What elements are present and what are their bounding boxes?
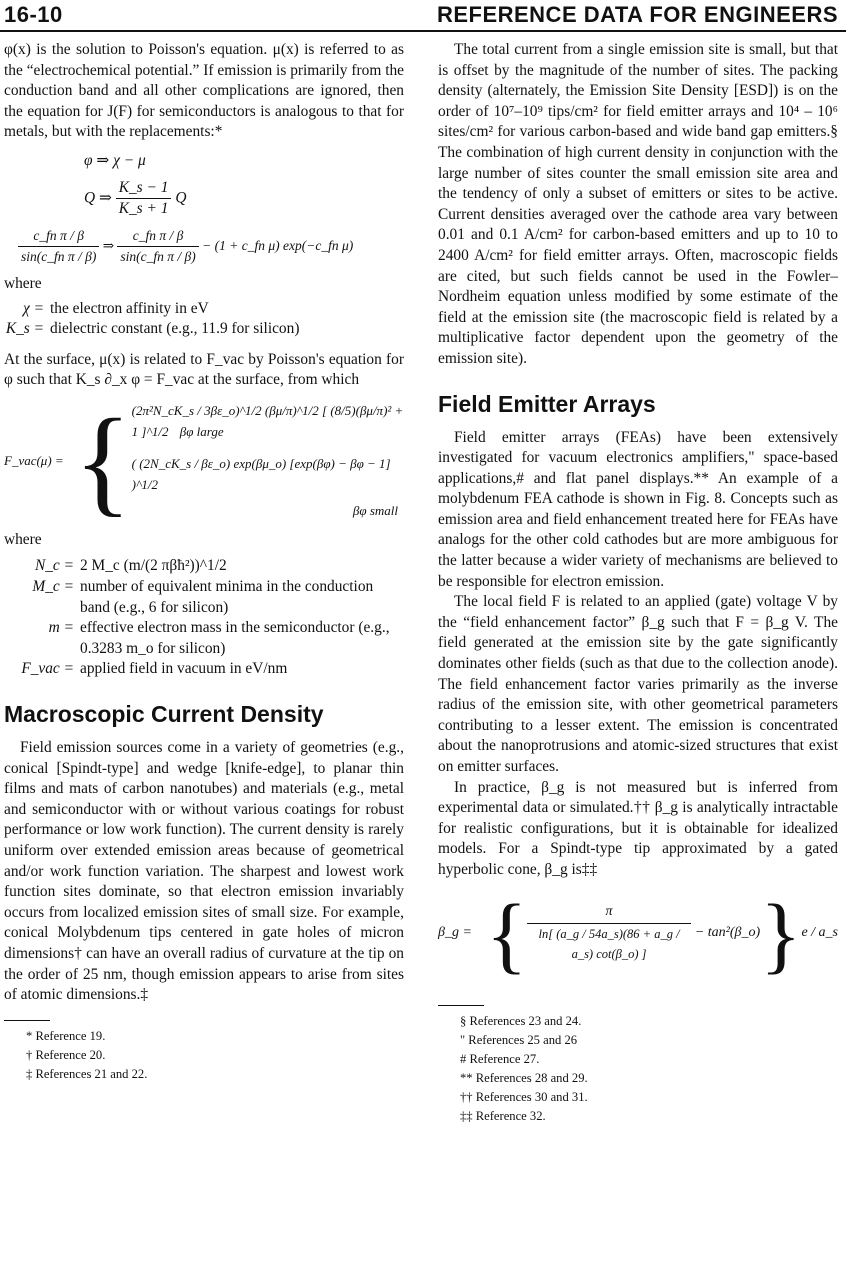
eq-fvac-top: (2π²N_cK_s / 3βε_o)^1/2 (βμ/π)^1/2 [ (8/5)(βμ/π)² + 1 ]^1/2 [131, 402, 404, 439]
eq-q-lhs: Q ⇒ [84, 189, 112, 207]
definition-text: the electron affinity in eV [50, 299, 209, 317]
eq-beta-tail: − tan²(β_o) [694, 925, 761, 941]
eq-cfn-rhs-den: sin(c_fn π / β) [120, 249, 196, 265]
definition-text: number of equivalent minima in the conduction band (e.g., 6 for silicon) [80, 578, 374, 616]
paragraph: The local field F is related to an applied (gate) voltage V by the “field enhancement factor” β_g such that F = β_g V. The field generated at the emission site by the gate significantly dominates other fields (such as that due to the collection anode). The field enhancement factor varies primarily as the inverse radius of the emission site, with other geometrical parameters contributing to a lesser extent. The emission is concentrated about the nanoprotrusions and atomic-sized structures that exist on emitter surfaces. [438, 593, 838, 775]
eq-fvac-top-note: βφ large [179, 423, 224, 439]
definition-row [4, 556, 404, 577]
footnote: ‡ References 21 and 22. [26, 1066, 148, 1081]
eq-cfn-lhs-den: sin(c_fn π / β) [21, 249, 97, 265]
eq-beta-lhs: β_g = [438, 925, 472, 941]
definition-row [4, 577, 404, 618]
right-column [438, 40, 838, 1126]
running-head: REFERENCE DATA FOR ENGINEERS [436, 2, 838, 27]
paragraph: φ(x) is the solution to Poisson's equation. μ(x) is referred to as the “electrochemical potential.” If emission is primarily from the conduction band and all other complications are ignored, then the equation for J(F) for semiconductors is analogous to that for metals, but with the replacements:* [4, 41, 404, 141]
footnote: ‡‡ Reference 32. [460, 1108, 546, 1123]
eq-beta-denominator: ln[ (a_g / 54a_s)(86 + a_g / a_s) cot(β_o) ] [538, 926, 680, 962]
definition-symbol: K_s = [5, 320, 44, 338]
definition-symbol: M_c = [32, 578, 74, 596]
definition-text: dielectric constant (e.g., 11.9 for silicon) [50, 320, 300, 338]
eq-fvac-case-large [132, 401, 404, 442]
brace-left: { [486, 885, 528, 982]
eq-fvac-cases [132, 401, 404, 522]
eq-beta-numerator: π [527, 902, 691, 924]
footnote: * Reference 19. [26, 1028, 106, 1043]
section-heading-fea: Field Emitter Arrays [438, 390, 656, 417]
eq-q-denominator: K_s + 1 [118, 200, 169, 218]
footnote: ** References 28 and 29. [460, 1070, 588, 1085]
footnote: " References 25 and 26 [460, 1032, 578, 1047]
definition-symbol: N_c = [34, 557, 74, 575]
eq-cfn-rhs [117, 226, 198, 268]
eq-fvac-case-small [132, 454, 404, 495]
eq-cfn-tail: − (1 + c_fn μ) exp(−c_fn μ) [202, 237, 354, 253]
paragraph: The total current from a single emission site is small, but that is offset by the magnitude of the number of sites. The packing density (alternately, the Emission Site Density [ESD]) is on the order of 10⁷–10⁹ tips/cm² for field emitter arrays and 10⁴ – 10⁶ sites/cm² for various carbon-based and wide band gap emitters.§ The combination of high current density in conjunction with the large number of sites counter the small emission site area and the tendency of only a subset of emitters or sites to be active. Current densities averaged over the cathode area vary between 0.01 and 0.1 A/cm² for carbon-based emitters and up to 10 to 2400 A/cm² for field emitter arrays. Often, macroscopic fields are cited, but such fields cannot be used in the Fowler–Nordheim equation unless modified by some estimate of the field at the emission site (the macroscopic field is related by a multiplicative factor dependent upon the geometry of the emission site). [438, 41, 838, 367]
definition-row [4, 618, 404, 659]
eq-fvac-bottom-note: βφ small [352, 503, 398, 519]
definition-row [4, 299, 404, 320]
eq-fvac-lhs: F_vac(μ) = [4, 453, 64, 469]
where-label: where [4, 274, 42, 292]
equation-beta-g [438, 885, 838, 982]
equation-fvac [4, 394, 404, 528]
equation-cfn: $\frac{\text{c\_fn π / β}}{\text{sin(c\_fn π / β)}}$ ⇒ $\frac{\text{c\_fn π / β}}{\text{sin(c\_fn π / β)}}$ − (1 + c_fn μ) exp(−c_fn μ) [4, 226, 404, 268]
paragraph: At the surface, μ(x) is related to F_vac by Poisson's equation for φ such that K_s ∂_x φ = F_vac at the surface, from which [4, 350, 404, 389]
footnote: # Reference 27. [460, 1051, 540, 1066]
paragraph: Field emitter arrays (FEAs) have been extensively investigated for vacuum electronics amplifiers," space-based applications,# and flat panel displays.** An example of a molybdenum FEA cathode is shown in Fig. 8. Concepts such as emission area and field enhancement treated here for FEAs have analogs for the other cold cathodes but are more ambiguous for the latter because a wider variety of mechanisms are believed to be responsible for electron emission. [438, 428, 838, 590]
eq-beta-factor: e / a_s [801, 925, 838, 941]
brace-left: { [74, 394, 132, 528]
eq-cfn-lhs [18, 226, 99, 268]
equation-q [4, 178, 404, 220]
eq-q-numerator: K_s − 1 [116, 178, 172, 200]
page-header [0, 0, 846, 36]
footnote-rule [4, 1020, 50, 1021]
definition-text: effective electron mass in the semiconductor (e.g., 0.3283 m_o for silicon) [80, 619, 390, 657]
where-label: where [4, 530, 42, 548]
page-number: 16-10 [4, 2, 63, 27]
definition-symbol: F_vac = [21, 660, 74, 678]
eq-cfn-lhs-num: c_fn π / β [18, 226, 99, 248]
footnote: † Reference 20. [26, 1047, 106, 1062]
header-rule [0, 30, 846, 32]
paragraph: In practice, β_g is not measured but is inferred from experimental data or simulated.†† β_g is analytically intractable for realistic configurations, but it is obtainable for idealized models. For a Spindt-type tip approximated by a gated hyperbolic cone, β_g is‡‡ [438, 778, 838, 878]
footnote: § References 23 and 24. [460, 1013, 582, 1028]
definition-row [4, 319, 404, 340]
paragraph: Field emission sources come in a variety of geometries (e.g., conical [Spindt-type] and wedge [knife-edge], to planar thin films and mats of carbon nanotubes) and materials (e.g., metal and semiconductor with or without various coatings for robust performance or low work function). The current density is rarely uniform over extended emission areas because of geometrical and/or work function variation. The sharpest and lowest work function sites dominate, so that electron emission invariably occurs from localized emission sites of small size. For example, conical Molybdenum tips centered in gate holes of micron dimensions† can have an overall radius of curvature at the tip on the order of 25 nm, though emission appears to arise from sites of atomic dimensions.‡ [4, 739, 404, 1004]
brace-right: } [760, 885, 802, 982]
definition-symbol: χ = [22, 299, 44, 317]
definition-text: applied field in vacuum in eV/nm [80, 660, 288, 678]
eq-q-fraction [116, 178, 172, 220]
footnote-rule [438, 1005, 484, 1006]
equation-phi: φ ⇒ χ − μ [84, 151, 146, 169]
eq-beta-fraction [527, 902, 691, 965]
left-column [4, 40, 404, 1084]
definitions-list [4, 299, 404, 340]
definitions-list [4, 556, 404, 680]
definition-text: 2 M_c (m/(2 πβħ²))^1/2 [80, 557, 227, 575]
definition-symbol: m = [48, 619, 74, 637]
eq-fvac-bottom: ( (2N_cK_s / βε_o) exp(βμ_o) [exp(βφ) − βφ − 1] )^1/2 [131, 456, 391, 492]
eq-cfn-rhs-num: c_fn π / β [117, 226, 198, 248]
eq-q-rhs: Q [175, 189, 187, 207]
section-heading-macroscopic: Macroscopic Current Density [4, 701, 324, 728]
footnote: †† References 30 and 31. [460, 1089, 588, 1104]
definition-row [4, 659, 404, 680]
